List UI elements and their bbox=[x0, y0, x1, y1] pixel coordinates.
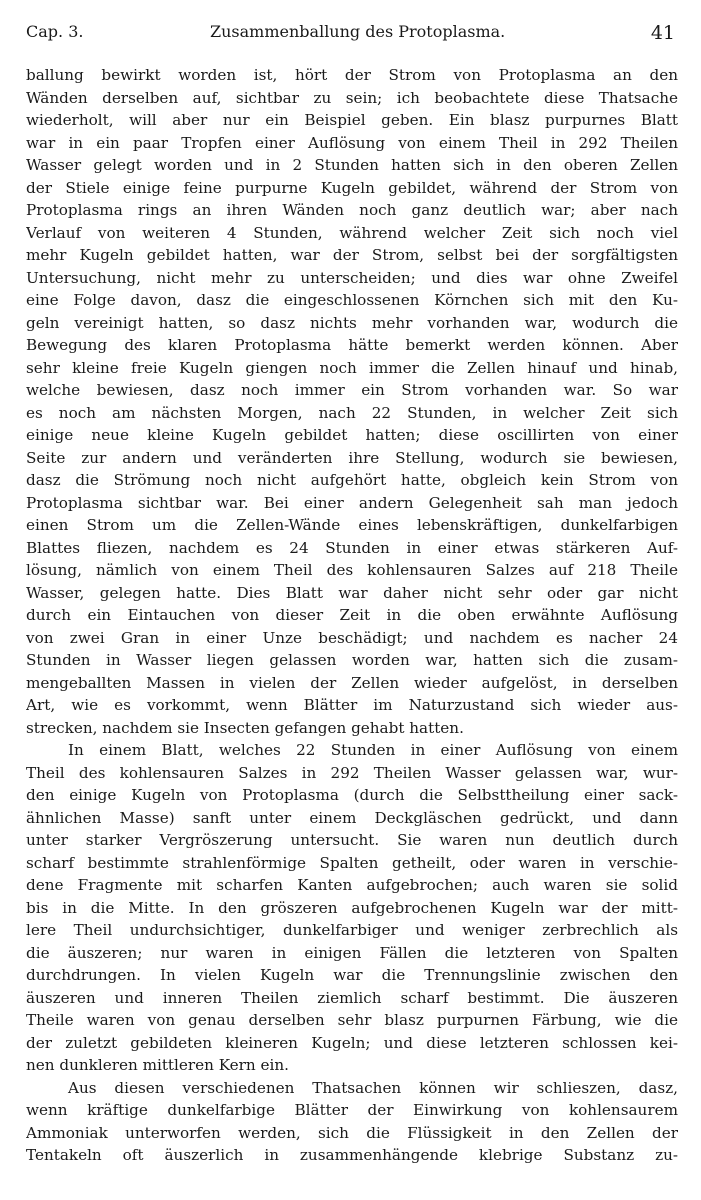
text-line: Bewegung des klaren Protoplasma hätte bemerkt werden können. Aber bbox=[26, 336, 678, 354]
text-line: Wasser gelegt worden und in 2 Stunden hatten sich in den oberen Zellen bbox=[26, 156, 678, 174]
running-header bbox=[0, 22, 701, 52]
text-line: scharf bestimmte strahlenförmige Spalten getheilt, oder waren in verschie- bbox=[26, 853, 678, 872]
text-line: welche bewiesen, dasz noch immer ein Strom vorhanden war. So war bbox=[26, 381, 678, 399]
text-line: die äuszeren; nur waren in einigen Fällen die letzteren von Spalten bbox=[26, 943, 678, 962]
text-line: nen dunkleren mittleren Kern ein. bbox=[26, 1056, 289, 1074]
text-line: sehr kleine freie Kugeln giengen noch immer die Zellen hinauf und hinab, bbox=[26, 358, 678, 377]
text-line: es noch am nächsten Morgen, nach 22 Stunden, in welcher Zeit sich bbox=[26, 403, 678, 422]
text-line: Stunden in Wasser liegen gelassen worden war, hatten sich die zusam- bbox=[26, 651, 678, 669]
text-line: mehr Kugeln gebildet hatten, war der Strom, selbst bei der sorgfältigsten bbox=[26, 246, 678, 264]
text-line: Wasser, gelegen hatte. Dies Blatt war daher nicht sehr oder gar nicht bbox=[26, 583, 678, 602]
text-line: In einem Blatt, welches 22 Stunden in einer Auflösung von einem bbox=[68, 741, 678, 759]
text-line: war in ein paar Tropfen einer Auflösung von einem Theil in 292 Theilen bbox=[26, 133, 678, 152]
page-number: 41 bbox=[650, 22, 675, 44]
text-line: Seite zur andern und veränderten ihre Stellung, wodurch sie bewiesen, bbox=[26, 448, 678, 467]
text-line: wiederholt, will aber nur ein Beispiel geben. Ein blasz purpurnes Blatt bbox=[26, 111, 678, 129]
text-line: Protoplasma sichtbar war. Bei einer andern Gelegenheit sah man jedoch bbox=[26, 493, 678, 512]
text-line: ähnlichen Masse) sanft unter einem Deckgläschen gedrückt, und dann bbox=[26, 808, 678, 827]
text-line: der Stiele einige feine purpurne Kugeln gebildet, während der Strom von bbox=[26, 178, 678, 197]
text-line: Tentakeln oft äuszerlich in zusammenhängende klebrige Substanz zu- bbox=[26, 1146, 678, 1164]
text-line: einen Strom um die Zellen-Wände eines lebenskräftigen, dunkelfarbigen bbox=[26, 516, 678, 534]
text-line: Theile waren von genau derselben sehr blasz purpurnen Färbung, wie die bbox=[26, 1011, 678, 1029]
text-line: Protoplasma rings an ihren Wänden noch ganz deutlich war; aber nach bbox=[26, 201, 678, 219]
text-line: Ammoniak unterworfen werden, sich die Flüssigkeit in den Zellen der bbox=[26, 1123, 678, 1142]
text-line: ballung bewirkt worden ist, hört der Strom von Protoplasma an den bbox=[26, 66, 678, 84]
text-line: eine Folge davon, dasz die eingeschlossenen Körnchen sich mit den Ku- bbox=[26, 291, 678, 309]
text-line: Blattes fliezen, nachdem es 24 Stunden in einer etwas stärkeren Auf- bbox=[26, 538, 678, 557]
chapter-label: Cap. 3. bbox=[26, 22, 84, 41]
running-title: Zusammenballung des Protoplasma. bbox=[210, 22, 506, 41]
text-line: den einige Kugeln von Protoplasma (durch die Selbsttheilung einer sack- bbox=[26, 786, 678, 804]
text-line: durchdrungen. In vielen Kugeln war die Trennungslinie zwischen den bbox=[26, 966, 678, 984]
text-line: bis in die Mitte. In den gröszeren aufgebrochenen Kugeln war der mitt- bbox=[26, 898, 678, 917]
text-line: dasz die Strömung noch nicht aufgehört hatte, obgleich kein Strom von bbox=[26, 471, 678, 489]
text-line: unter starker Vergröszerung untersucht. Sie waren nun deutlich durch bbox=[26, 831, 678, 849]
text-line: Aus diesen verschiedenen Thatsachen können wir schlieszen, dasz, bbox=[68, 1078, 678, 1097]
body-text bbox=[26, 64, 678, 1167]
text-line: strecken, nachdem sie Insecten gefangen gehabt hatten. bbox=[26, 718, 464, 737]
text-line: Art, wie es vorkommt, wenn Blätter im Naturzustand sich wieder aus- bbox=[26, 696, 678, 714]
text-line: lösung, nämlich von einem Theil des kohlensauren Salzes auf 218 Theile bbox=[26, 561, 678, 579]
text-line: der zuletzt gebildeten kleineren Kugeln; und diese letzteren schlossen kei- bbox=[26, 1033, 678, 1052]
text-line: äuszeren und inneren Theilen ziemlich scharf bestimmt. Die äuszeren bbox=[26, 988, 678, 1007]
text-line: durch ein Eintauchen von dieser Zeit in die oben erwähnte Auflösung bbox=[26, 606, 678, 624]
text-line: dene Fragmente mit scharfen Kanten aufgebrochen; auch waren sie solid bbox=[26, 876, 678, 894]
text-line: mengeballten Massen in vielen der Zellen wieder aufgelöst, in derselben bbox=[26, 673, 678, 692]
text-line: einige neue kleine Kugeln gebildet hatten; diese oscillirten von einer bbox=[26, 426, 678, 444]
text-line: Wänden derselben auf, sichtbar zu sein; ich beobachtete diese Thatsache bbox=[26, 88, 678, 107]
text-line: Verlauf von weiteren 4 Stunden, während welcher Zeit sich noch viel bbox=[26, 223, 678, 242]
text-line: wenn kräftige dunkelfarbige Blätter der Einwirkung von kohlensaurem bbox=[26, 1101, 678, 1119]
text-line: geln vereinigt hatten, so dasz nichts mehr vorhanden war, wodurch die bbox=[26, 313, 678, 332]
text-line: lere Theil undurchsichtiger, dunkelfarbiger und weniger zerbrechlich als bbox=[26, 921, 678, 939]
text-line: Theil des kohlensauren Salzes in 292 Theilen Wasser gelassen war, wur- bbox=[26, 763, 678, 782]
text-line: Untersuchung, nicht mehr zu unterscheiden; und dies war ohne Zweifel bbox=[26, 268, 678, 287]
text-line: von zwei Gran in einer Unze beschädigt; und nachdem es nacher 24 bbox=[26, 628, 678, 647]
